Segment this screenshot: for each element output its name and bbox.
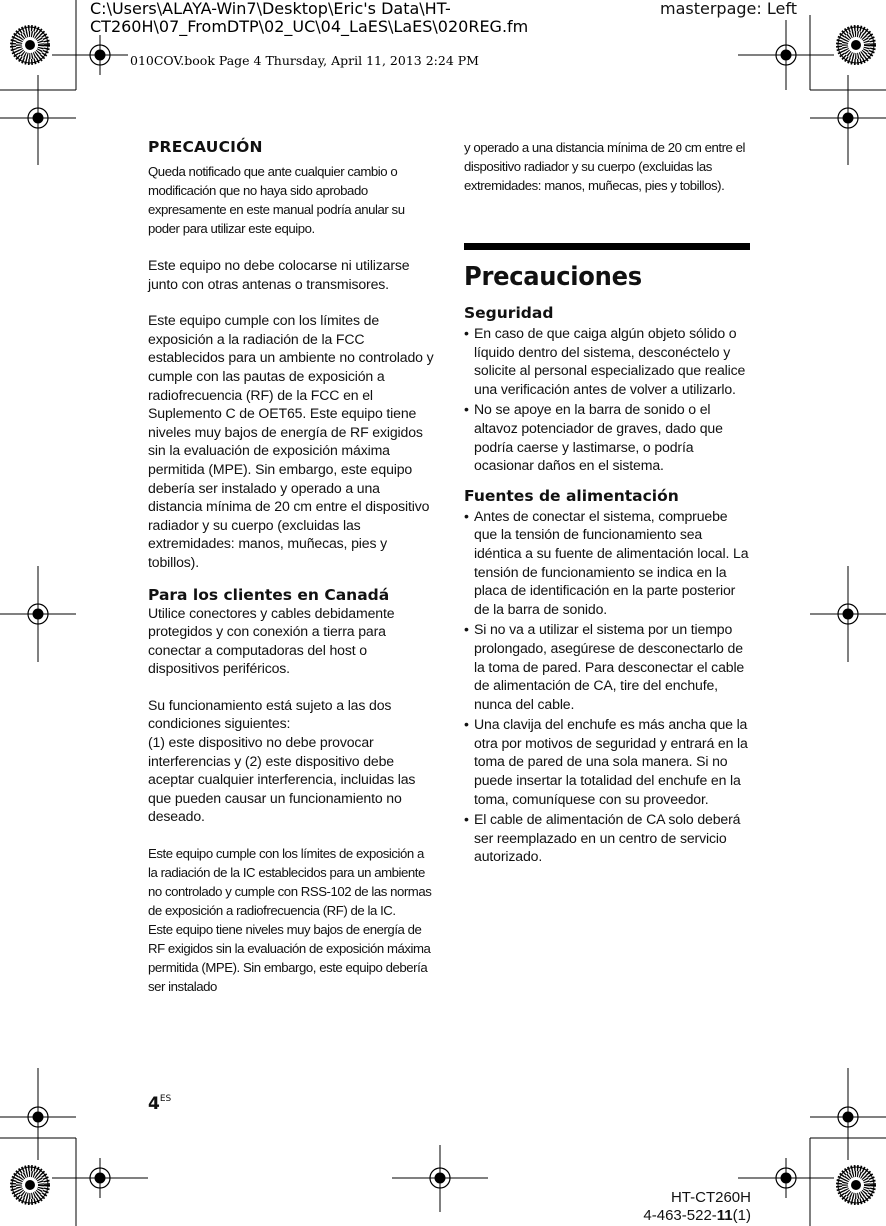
seguridad-heading: Seguridad [464, 304, 554, 322]
precaucion-paragraph: Queda notificado que ante cualquier cambio o modificación que no haya sido aprobado expresamente en este manual podría anular su poder para utilizar este equipo. [148, 164, 405, 236]
fcc-paragraph: Este equipo cumple con los límites de exposición a la radiación de la FCC establecidos para un ambiente no controlado y cumple con las pautas de exposición a radiofrecuencia (RF) de la FCC en el Suplemento C de OET65. Este equipo tiene niveles muy bajos de energía de RF exigidos sin la evaluación de exposición máxima permitida (MPE). Sin embargo, este equipo debería ser instalado y operado a una distancia mínima de 20 cm entre el dispositivo radiador y su cuerpo (excluidas las extremidades: manos, muñecas, pies y tobillos). [148, 312, 434, 570]
seguridad-list [464, 324, 750, 475]
fuentes-list [464, 507, 750, 866]
header-masterpage: masterpage: Left [660, 0, 797, 18]
star-target-icon [838, 1167, 874, 1203]
canada-paragraph: Utilice conectores y cables debidamente protegidos y con conexión a tierra para conectar a computadoras del host o dispositivos periféricos. [148, 604, 395, 677]
section-title: Precauciones [464, 262, 642, 292]
footer-code [643, 1206, 751, 1225]
page-lang: ES [159, 1094, 172, 1104]
fuentes-heading: Fuentes de alimentación [464, 486, 679, 505]
star-target-icon [12, 1167, 48, 1203]
list-item: • En caso de que caiga algún objeto sólido o líquido dentro del sistema, desconéctelo y solicite al personal especializado que realice una verificación antes de volver a utilizarlo. [464, 324, 750, 398]
footer-model: HT-CT260H [670, 1189, 751, 1206]
header-book-info: 010COV.book Page 4 Thursday, April 11, 2013 2:24 PM [130, 53, 479, 68]
list-item: • El cable de alimentación de CA solo deberá ser reemplazado en un centro de servicio autorizado. [464, 810, 750, 866]
right-column [464, 138, 750, 878]
list-item: • Si no va a utilizar el sistema por un tiempo prolongado, asegúrese de desconectarlo de la toma de pared. Para desconectar el cable de alimentación de CA, tire del enchufe, nunca del cable. [464, 620, 750, 713]
header-file-path: C:\Users\ALAYA-Win7\Desktop\Eric's Data\HT-CT260H\07_FromDTP\02_UC\04_LaES\LaES\020REG.fm [90, 0, 529, 36]
left-column [148, 138, 434, 996]
precaucion-heading: PRECAUCIÓN [148, 138, 263, 156]
section-rule [464, 243, 750, 250]
code-bold: 11 [716, 1207, 733, 1224]
star-target-icon [838, 27, 874, 63]
code-suffix: (1) [732, 1207, 751, 1224]
page-number-value: 4 [148, 1094, 160, 1114]
canada-heading: Para los clientes en Canadá [148, 585, 390, 604]
ic-paragraph-2: Este equipo tiene niveles muy bajos de energía de RF exigidos sin la evaluación de exposición máxima permitida (MPE). Sin embargo, este equipo debería ser instalado [148, 922, 431, 995]
list-item: • Antes de conectar el sistema, compruebe que la tensión de funcionamiento sea idéntica a su fuente de alimentación local. La tensión de funcionamiento se indica en la placa de identificación en la parte posterior de la barra de sonido. [464, 507, 750, 619]
conditions-intro: Su funcionamiento está sujeto a las dos condiciones siguientes: [148, 696, 392, 732]
page-number [148, 1094, 171, 1114]
list-item: • Una clavija del enchufe es más ancha que la otra por motivos de seguridad y entrará en la toma de pared de una sola manera. Si no puede insertar la totalidad del enchufe en la toma, comuníquese con su proveedor. [464, 715, 750, 808]
continuation-paragraph: y operado a una distancia mínima de 20 cm entre el dispositivo radiador y su cuerpo (excluidas las extremidades: manos, muñecas, pies y tobillos). [464, 140, 745, 193]
star-target-icon [12, 27, 48, 63]
conditions-paragraph: (1) este dispositivo no debe provocar interferencias y (2) este dispositivo debe aceptar cualquier interferencia, incluidas las que pueden causar un funcionamiento no deseado. [148, 734, 416, 825]
antenna-paragraph: Este equipo no debe colocarse ni utilizarse junto con otras antenas o transmisores. [148, 257, 410, 292]
ic-paragraph: Este equipo cumple con los límites de exposición a la radiación de la IC establecidos para un ambiente no controlado y cumple con RSS-102 de las normas de exposición a radiofrecuencia (RF) de la IC. [148, 846, 432, 919]
code-prefix: 4-463-522- [643, 1207, 717, 1224]
list-item: • No se apoye en la barra de sonido o el altavoz potenciador de graves, dado que podría caerse y lastimarse, o podría ocasionar daños en el sistema. [464, 400, 750, 474]
